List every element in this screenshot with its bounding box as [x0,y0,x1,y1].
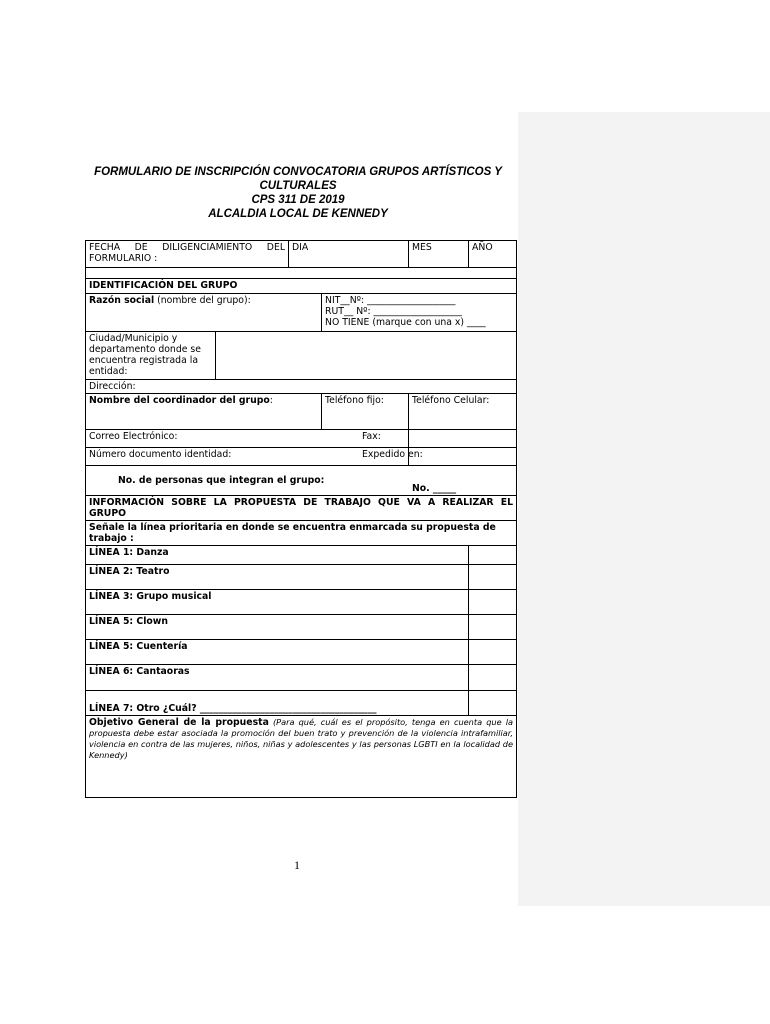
title-line-1: FORMULARIO DE INSCRIPCIÓN CONVOCATORIA GRUPOS ARTÍSTICOS Y [94,166,502,178]
linea-clown-box[interactable] [469,615,517,640]
title-line-3: CPS 311 DE 2019 [251,194,345,206]
expedido-field[interactable]: Expedido en: [359,448,467,466]
coordinador-cell[interactable] [86,394,322,430]
senale-label: Señale la línea prioritaria en donde se encuentra enmarcada su propuesta de trabajo : [86,521,517,546]
form-title [86,165,510,221]
personas-label: No. de personas que integran el grupo: [118,475,325,486]
blank-row [86,268,517,279]
linea-cantaoras: LÍNEA 6: Cantaoras [86,665,469,691]
ano-cell[interactable] [469,241,517,268]
razon-social-label: Razón social [89,295,155,306]
coordinador-colon: : [269,395,273,406]
nit-line: NIT__Nº: ___________________ [325,295,456,306]
linea-clown: LÍNEA 5: Clown [86,615,469,640]
telefono-fijo-field[interactable]: Teléfono fijo: [322,394,409,430]
fecha-label: FECHA DE DILIGENCIAMIENTO DEL FORMULARIO : [86,241,289,268]
fax-field[interactable]: Fax: [359,430,467,448]
mes-label: MES [412,242,432,253]
personas-no: No. _____ [412,483,457,494]
linea-grupo-musical-box[interactable] [469,590,517,615]
telefono-celular-field[interactable]: Teléfono Celular: [409,394,517,430]
title-line-2: CULTURALES [259,180,337,192]
linea-otro: LÍNEA 7: Otro ¿Cuál? ______________________________________ [86,691,469,716]
linea-danza: LÍNEA 1: Danza [86,546,469,565]
title-line-4: ALCALDIA LOCAL DE KENNEDY [208,208,388,220]
section-identificacion: IDENTIFICACIÓN DEL GRUPO [86,279,517,294]
dia-label: DIA [292,242,309,253]
section-propuesta: INFORMACIÓN SOBRE LA PROPUESTA DE TRABAJO QUE VA A REALIZAR EL GRUPO [86,496,517,521]
ciudad-value[interactable] [216,332,517,380]
coordinador-label: Nombre del coordinador del grupo [89,395,270,406]
ano-label: AÑO [472,242,493,253]
linea-teatro: LÍNEA 2: Teatro [86,565,469,590]
page-number: 1 [294,858,300,872]
rut-line: RUT__ Nº: ___________________ [325,306,462,317]
personas-cell[interactable] [86,466,517,496]
linea-cuenteria: LÍNEA 5: Cuentería [86,640,469,665]
ciudad-label: Ciudad/Municipio y departamento donde se encuentra registrada la entidad: [86,332,216,380]
linea-teatro-box[interactable] [469,565,517,590]
mes-cell[interactable] [409,241,469,268]
nit-rut-cell[interactable] [322,294,517,332]
direccion-field[interactable]: Dirección: [86,380,517,394]
linea-otro-box[interactable] [469,691,517,716]
comment-pane [518,112,770,906]
linea-cantaoras-box[interactable] [469,665,517,691]
objetivo-note: (Para qué, cuál es el propósito, tenga en cuenta que la propuesta debe estar asociada la promoción del buen trato y prevención de la violencia intrafamiliar, violencia en contra de las mujeres, niños, niñas y adolescentes y las personas LGBTI en la localidad de Kennedy) [89,717,514,760]
dia-cell[interactable] [289,241,409,268]
objetivo-label: Objetivo General de la propuesta [89,717,269,728]
linea-danza-box[interactable] [469,546,517,565]
correo-field[interactable]: Correo Electrónico: [86,430,409,448]
linea-cuenteria-box[interactable] [469,640,517,665]
no-tiene-line: NO TIENE (marque con una x) ____ [325,317,486,328]
razon-social-hint: (nombre del grupo): [154,295,251,306]
linea-grupo-musical: LÍNEA 3: Grupo musical [86,590,469,615]
registration-form-table [85,240,517,798]
objetivo-cell[interactable] [86,716,517,798]
razon-social-cell[interactable] [86,294,322,332]
documento-field[interactable]: Número documento identidad: [86,448,409,466]
